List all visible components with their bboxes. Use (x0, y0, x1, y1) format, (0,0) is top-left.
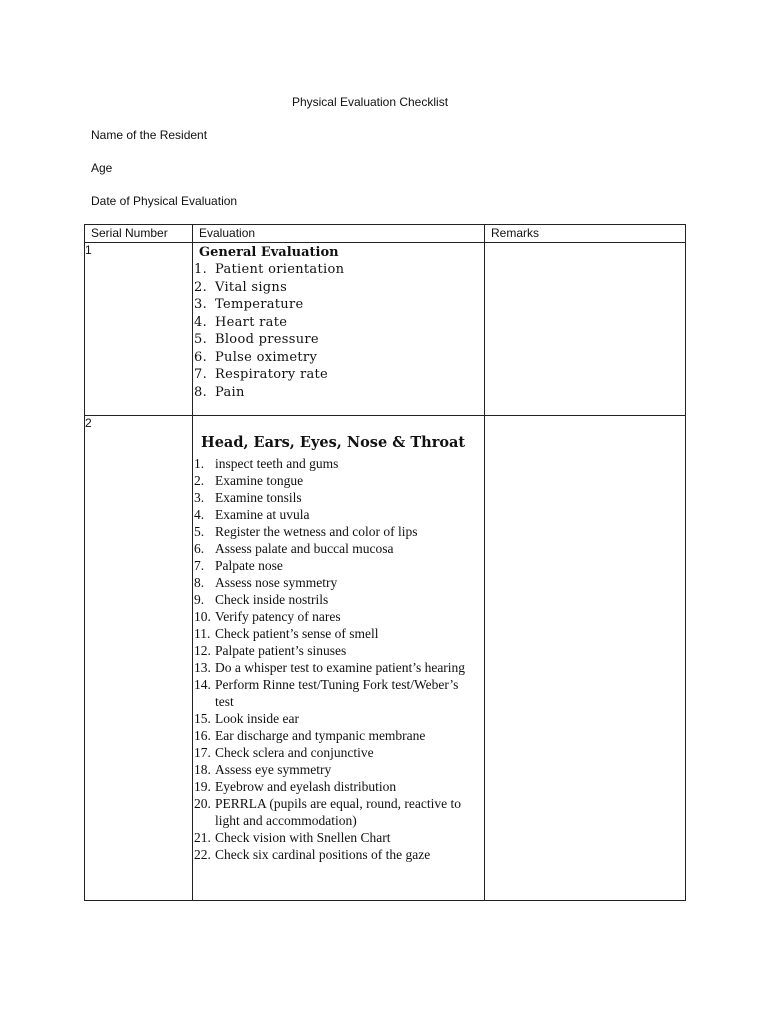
list-item-number: 7. (194, 558, 205, 573)
list-item-text: Patient orientation (215, 262, 345, 277)
list-item (193, 506, 484, 523)
list-item-number: 17. (194, 745, 211, 760)
list-item (193, 331, 484, 349)
list-item (193, 384, 484, 402)
list-item-number: 9. (194, 592, 205, 607)
list-item-number: 12. (194, 643, 211, 658)
list-item-text: Check patient’s sense of smell (215, 626, 379, 641)
list-item (193, 261, 484, 279)
evaluation-list (193, 455, 484, 863)
list-item-text: Register the wetness and color of lips (215, 524, 418, 539)
list-item-number: 5. (194, 332, 208, 347)
list-item-number: 1. (194, 456, 205, 471)
list-item (193, 710, 484, 727)
list-item-text: Check vision with Snellen Chart (215, 830, 391, 845)
checklist-table (84, 224, 686, 901)
list-item (193, 778, 484, 795)
list-item (193, 846, 484, 863)
list-item-text: Check sclera and conjunctive (215, 745, 374, 760)
list-item-number: 13. (194, 660, 211, 675)
evaluation-list (193, 261, 484, 401)
list-item-text: Examine tongue (215, 473, 304, 488)
table-row (85, 243, 686, 416)
header-serial-number: Serial Number (85, 225, 193, 243)
serial-cell: 1 (85, 243, 193, 416)
list-item (193, 455, 484, 472)
list-item-number: 1. (194, 262, 208, 277)
list-item (193, 829, 484, 846)
header-evaluation: Evaluation (193, 225, 485, 243)
list-item-text: Assess nose symmetry (215, 575, 338, 590)
list-item-text: Heart rate (215, 314, 288, 330)
list-item (193, 659, 484, 676)
list-item-number: 2. (194, 279, 208, 295)
list-item (193, 279, 484, 297)
list-item (193, 795, 484, 829)
list-item (193, 744, 484, 761)
list-item (193, 608, 484, 625)
list-item (193, 489, 484, 506)
list-item-text: Look inside ear (215, 711, 299, 726)
list-item-text: Eyebrow and eyelash distribution (215, 779, 397, 794)
list-item (193, 642, 484, 659)
list-item (193, 314, 484, 332)
list-item-text: Check inside nostrils (215, 592, 329, 607)
list-item-number: 19. (194, 779, 211, 794)
list-item (193, 625, 484, 642)
resident-name-label: Name of the Resident (91, 128, 208, 142)
list-item-number: 4. (194, 314, 208, 330)
list-item-text: Assess palate and buccal mucosa (215, 541, 394, 556)
list-item-number: 6. (194, 541, 205, 556)
evaluation-cell (193, 243, 485, 416)
list-item-text: Verify patency of nares (215, 609, 341, 624)
list-item-number: 4. (194, 507, 205, 522)
list-item-number: 14. (194, 677, 211, 692)
table-row (85, 416, 686, 901)
list-item-number: 16. (194, 728, 211, 743)
list-item (193, 761, 484, 778)
list-item-text: PERRLA (pupils are equal, round, reactive to light and accommodation) (215, 796, 461, 828)
list-item-text: Perform Rinne test/Tuning Fork test/Weber’s test (215, 677, 459, 709)
table-header-row (85, 225, 686, 243)
list-item-text: Pain (215, 384, 245, 400)
document-title: Physical Evaluation Checklist (291, 95, 449, 109)
header-remarks: Remarks (485, 225, 686, 243)
serial-cell: 2 (85, 416, 193, 901)
list-item-text: Assess eye symmetry (215, 762, 332, 777)
list-item-text: Temperature (215, 297, 304, 312)
remarks-cell[interactable] (485, 243, 686, 416)
list-item-number: 21. (194, 830, 211, 845)
list-item-number: 18. (194, 762, 211, 777)
list-item-number: 20. (194, 796, 211, 811)
list-item-number: 11. (194, 626, 211, 641)
list-item (193, 523, 484, 540)
list-item (193, 366, 484, 384)
list-item (193, 574, 484, 591)
list-item-text: Examine tonsils (215, 490, 302, 505)
list-item (193, 540, 484, 557)
list-item-number: 8. (194, 384, 208, 400)
list-item (193, 349, 484, 367)
list-item-text: Blood pressure (215, 332, 319, 347)
list-item (193, 472, 484, 489)
list-item (193, 296, 484, 314)
list-item-text: Do a whisper test to examine patient’s hearing (215, 660, 466, 675)
evaluation-date-label: Date of Physical Evaluation (91, 194, 238, 208)
list-item-text: Check six cardinal positions of the gaze (215, 847, 431, 862)
list-item-number: 8. (194, 575, 205, 590)
list-item-text: Vital signs (215, 279, 288, 295)
list-item-text: Pulse oximetry (215, 349, 318, 365)
list-item (193, 557, 484, 574)
list-item (193, 676, 484, 710)
list-item-number: 3. (194, 490, 205, 505)
list-item-text: Ear discharge and tympanic membrane (215, 728, 426, 743)
section-title: Head, Ears, Eyes, Nose & Throat (201, 434, 466, 451)
list-item-text: Examine at uvula (215, 507, 310, 522)
list-item-number: 22. (194, 847, 211, 862)
age-label: Age (91, 161, 113, 175)
list-item-number: 6. (194, 349, 208, 365)
list-item-number: 3. (194, 297, 208, 312)
list-item-number: 5. (194, 524, 205, 539)
list-item (193, 591, 484, 608)
list-item-text: inspect teeth and gums (215, 456, 339, 471)
list-item-text: Respiratory rate (215, 367, 329, 382)
list-item-number: 7. (194, 367, 208, 382)
list-item-text: Palpate nose (215, 558, 283, 573)
list-item-number: 2. (194, 473, 205, 488)
list-item-number: 10. (194, 609, 211, 624)
evaluation-cell (193, 416, 485, 901)
list-item-number: 15. (194, 711, 211, 726)
remarks-cell[interactable] (485, 416, 686, 901)
section-title: General Evaluation (199, 245, 339, 260)
list-item-text: Palpate patient’s sinuses (215, 643, 347, 658)
list-item (193, 727, 484, 744)
